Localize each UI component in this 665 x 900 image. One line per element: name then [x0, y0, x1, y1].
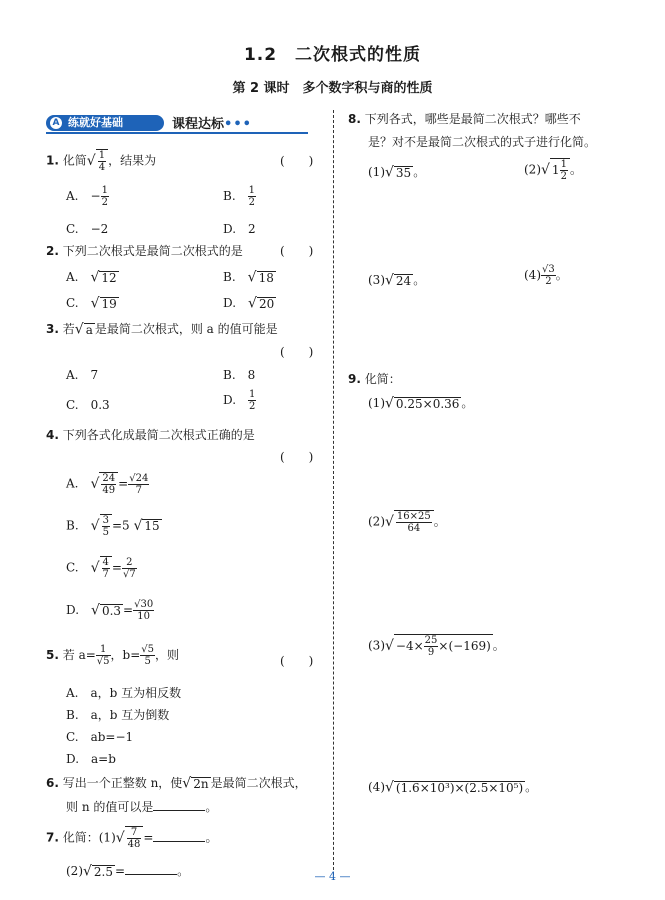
lesson-title: 1.2 二次根式的性质 — [243, 45, 422, 65]
question-5: 5. 若 a= $\frac{1}{√5}$ ，b= $\frac{√5}{5}$ ，则 — [46, 644, 180, 667]
answer-paren[interactable]: ( ) — [280, 244, 314, 258]
question-7: 7. 化简：(1)√ $\frac{7}{48}$ = 。 — [46, 827, 218, 850]
radical-icon: √ — [90, 295, 100, 312]
option-c[interactable]: C. √ $\frac{4}{7}$ = $\frac{2}{√7}$ — [66, 556, 136, 580]
badge-text: 练就好基础 — [68, 116, 123, 129]
option-a[interactable]: A. √ 12 — [66, 269, 117, 286]
section-label: 课程达标 — [172, 117, 225, 132]
radical-icon: √ — [74, 321, 84, 338]
option-a[interactable]: A. − $\frac{1}{2}$ — [66, 185, 108, 208]
fraction-numerator: 1 — [98, 150, 106, 161]
question-3: 3. 若√ a 是最简二次根式，则 a 的值可能是 — [46, 321, 278, 338]
radical-icon: √ — [247, 269, 257, 286]
page-number: — 4 — — [314, 870, 351, 883]
question-8-part2: (2)√ 1 $\frac{1}{2}$ 。 — [524, 159, 582, 182]
answer-paren[interactable]: ( ) — [280, 345, 314, 359]
option-b[interactable]: B. √ 18 — [223, 269, 274, 286]
answer-paren[interactable]: ( ) — [280, 654, 314, 668]
lesson-subtitle: 第 2 课时 多个数字积与商的性质 — [232, 81, 433, 96]
question-2: 2. 下列二次根式是最简二次根式的是 — [46, 244, 243, 258]
question-9-part1: (1)√ 0.25×0.36 。 — [368, 395, 474, 412]
question-8-part4: (4) $\frac{√3}{2}$ 。 — [524, 264, 568, 287]
column-divider — [333, 110, 334, 880]
radical-icon: √ — [86, 153, 96, 169]
question-8: 8. 下列各式，哪些是最简二次根式？哪些不 — [348, 112, 581, 126]
question-6-line2: 则 n 的值可以是 。 — [66, 800, 218, 814]
option-d[interactable]: D. $\frac{1}{2}$ — [223, 389, 256, 412]
option-d[interactable]: D. √ 0.3 = $\frac{√30}{10}$ — [66, 599, 154, 622]
answer-paren[interactable]: ( ) — [280, 154, 314, 168]
banner-underline — [46, 132, 308, 134]
option-b[interactable]: B. √ $\frac{3}{5}$ =5 √ 15 — [66, 515, 160, 538]
question-9-part2: (2)√ $\frac{16\times 25}{64}$ 。 — [368, 511, 446, 534]
question-1 — [46, 149, 156, 173]
option-b[interactable]: B. $\frac{1}{2}$ — [223, 185, 256, 208]
option-c[interactable]: C. 0.3 — [66, 398, 110, 412]
option-c[interactable]: C. ab=−1 — [66, 730, 134, 744]
question-6: 6. 写出一个正整数 n，使√ 2n 是最简二次根式， — [46, 775, 307, 792]
radical-icon: √ — [248, 295, 257, 312]
badge-letter: A — [50, 117, 62, 129]
option-d[interactable]: D. a=b — [66, 752, 116, 766]
option-a[interactable]: A. 7 — [66, 368, 99, 382]
question-9-part3: (3)√ −4× $\frac{25}{9}$ ×(−169) 。 — [368, 635, 505, 658]
section-banner — [46, 113, 308, 133]
question-text: 化简 — [62, 153, 87, 168]
answer-paren[interactable]: ( ) — [280, 450, 314, 464]
question-8-part1: (1)√ 35 。 — [368, 164, 426, 181]
option-d[interactable]: D. 2 — [223, 222, 256, 236]
option-b[interactable]: B. 8 — [223, 368, 256, 382]
question-text: ，结果为 — [108, 153, 157, 168]
option-c[interactable]: C. −2 — [66, 222, 109, 236]
banner-dots: ••• — [224, 117, 252, 132]
question-8-line2: 是？对不是最简二次根式的式子进行化简。 — [368, 135, 597, 149]
radical-icon: √ — [90, 269, 100, 286]
option-b[interactable]: B. a，b 互为倒数 — [66, 708, 170, 722]
fraction-denominator: 4 — [98, 162, 106, 173]
question-9-part4: (4)√ (1.6×10³)×(2.5×10⁵) 。 — [368, 779, 538, 796]
answer-blank[interactable] — [153, 829, 205, 842]
question-4: 4. 下列各式化成最简二次根式正确的是 — [46, 428, 255, 442]
question-7-part2: (2)√ 2.5 = 。 — [66, 863, 190, 880]
section-badge — [46, 115, 164, 131]
answer-blank[interactable] — [153, 798, 205, 811]
question-number: 1. — [46, 153, 59, 168]
option-c[interactable]: C. √ 19 — [66, 295, 117, 312]
question-9: 9. 化简： — [348, 372, 401, 386]
question-8-part3: (3)√ 24 。 — [368, 272, 426, 289]
option-a[interactable]: A. a，b 互为相反数 — [66, 686, 182, 700]
option-a[interactable]: A. √ $\frac{24}{49}$ = $\frac{√24}{7}$ — [66, 472, 149, 496]
option-d[interactable]: D. √ 20 — [223, 295, 275, 312]
